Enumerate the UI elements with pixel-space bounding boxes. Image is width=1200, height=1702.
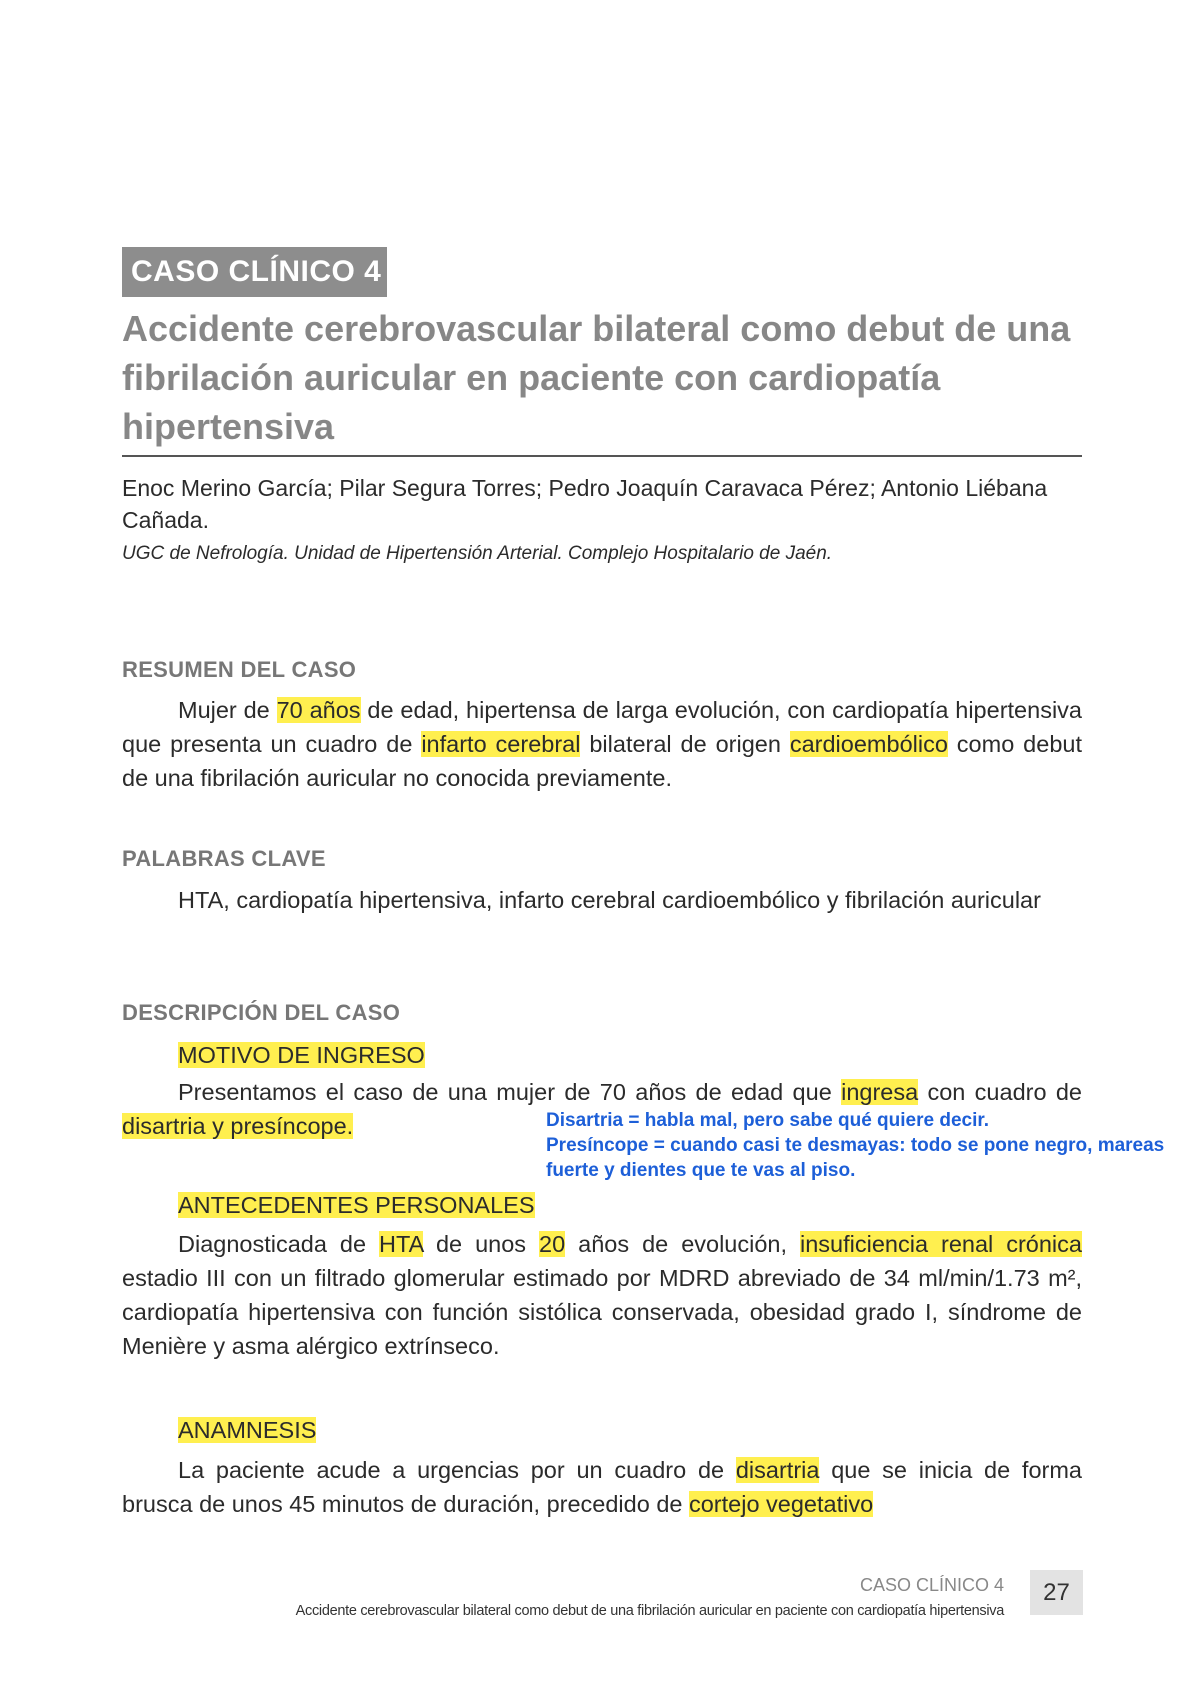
highlight: disartria y presíncope. bbox=[122, 1113, 354, 1139]
highlight: 20 bbox=[539, 1231, 566, 1257]
resumen-paragraph: Mujer de 70 años de edad, hipertensa de larga evolución, con cardiopatía hipertensiva que presenta un cuadro de infarto cerebral bilateral de origen cardioembólico como debut de una fibrilación auricular no conocida previamente. bbox=[122, 697, 1082, 791]
anamnesis-paragraph: La paciente acude a urgencias por un cuadro de disartria que se inicia de forma brusca de unos 45 minutos de duración, precedido de cortejo vegetativo bbox=[122, 1457, 1083, 1517]
antecedentes-heading: ANTECEDENTES PERSONALES bbox=[178, 1192, 535, 1218]
antecedentes-paragraph: Diagnosticada de HTA de unos 20 años de evolución, insuficiencia renal crónica estadio III con un filtrado glomerular estimado por MDRD abreviado de 34 ml/min/1.73 m², cardiopatía hipertensiva con función sistólica conservada, obesidad grado I, síndrome de Menière y asma alérgico extrínseco. bbox=[122, 1231, 1082, 1359]
authors: Enoc Merino García; Pilar Segura Torres; Pedro Joaquín Caravaca Pérez; Antonio Liébana Cañada. bbox=[122, 475, 1048, 533]
palabras-heading: PALABRAS CLAVE bbox=[122, 846, 326, 871]
motivo-heading: MOTIVO DE INGRESO bbox=[178, 1042, 425, 1068]
descripcion-heading: DESCRIPCIÓN DEL CASO bbox=[122, 1000, 401, 1025]
highlight: 70 años bbox=[276, 697, 361, 723]
title-divider bbox=[122, 455, 1082, 457]
annotation-line-1: Disartria = habla mal, pero sabe qué quiere decir. bbox=[546, 1110, 989, 1131]
handwritten-annotation bbox=[546, 1108, 1196, 1183]
case-badge: CASO CLÍNICO 4 bbox=[122, 247, 387, 297]
annotation-line-2: Presíncope = cuando casi te desmayas: todo se pone negro, mareas fuerte y dientes que te vas al piso. bbox=[546, 1135, 1165, 1181]
page-number: 27 bbox=[1030, 1570, 1083, 1615]
case-title: Accidente cerebrovascular bilateral como debut de una fibrilación auricular en paciente con cardiopatía hipertensiva bbox=[122, 308, 1071, 447]
highlight: insuficiencia renal crónica bbox=[800, 1231, 1082, 1257]
highlight: cortejo vegetativo bbox=[688, 1491, 874, 1517]
anamnesis-heading: ANAMNESIS bbox=[178, 1417, 317, 1443]
highlight: infarto cerebral bbox=[421, 731, 581, 757]
affiliation: UGC de Nefrología. Unidad de Hipertensión Arterial. Complejo Hospitalario de Jaén. bbox=[122, 543, 833, 564]
highlight: HTA bbox=[379, 1231, 423, 1257]
palabras-paragraph: HTA, cardiopatía hipertensiva, infarto cerebral cardioembólico y fibrilación auricular bbox=[178, 887, 1041, 913]
highlight: ingresa bbox=[841, 1079, 919, 1105]
resumen-heading: RESUMEN DEL CASO bbox=[122, 657, 357, 682]
motivo-paragraph: Presentamos el caso de una mujer de 70 años de edad que ingresa con cuadro de disartria y presíncope. bbox=[122, 1079, 1082, 1139]
highlight: cardioembólico bbox=[789, 731, 948, 757]
footer-running-title: Accidente cerebrovascular bilateral como debut de una fibrilación auricular en paciente con cardiopatía hipertensiva bbox=[295, 1603, 1004, 1619]
footer-case-label: CASO CLÍNICO 4 bbox=[859, 1575, 1004, 1595]
highlight: disartria bbox=[735, 1457, 820, 1483]
